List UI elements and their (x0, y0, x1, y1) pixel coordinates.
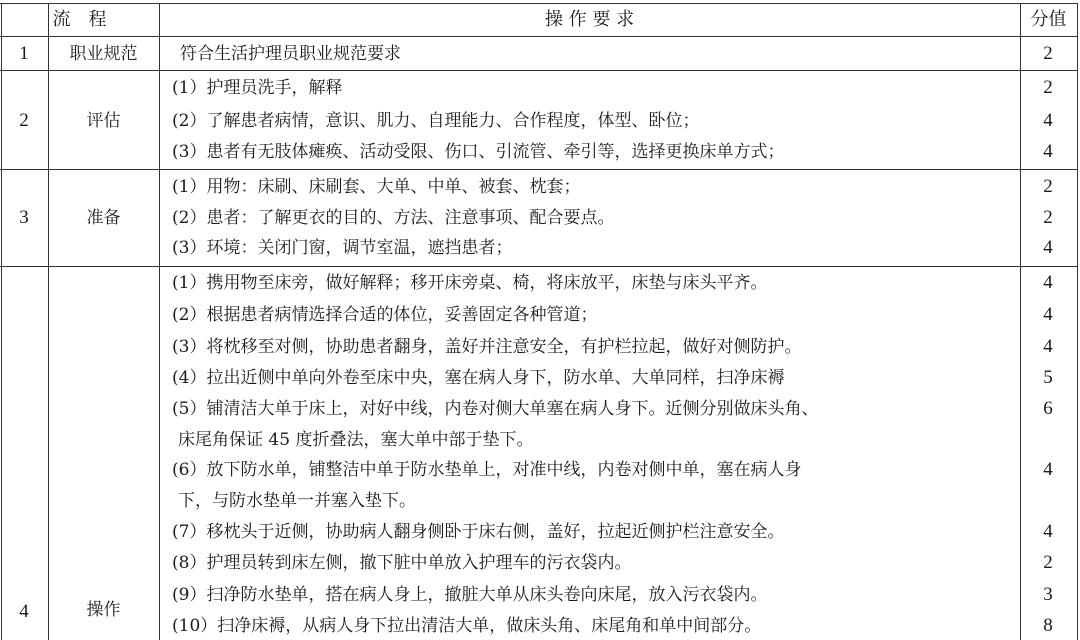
requirement-line: (9）扫净防水垫单，搭在病人身上，撤脏大单从床头卷向床尾，放入污衣袋内。 (172, 585, 768, 605)
requirement-line: (7）移枕头于近侧，协助病人翻身侧卧于床右侧，盖好，拉起近侧护栏注意安全。 (172, 522, 785, 542)
table-rule (48, 3, 49, 640)
requirement-line: (2）根据患者病情选择合适的体位，妥善固定各种管道； (172, 305, 598, 325)
score-value: 2 (1043, 176, 1053, 197)
score-value: 4 (1043, 304, 1053, 325)
score-value: 2 (1043, 43, 1053, 64)
score-value: 4 (1043, 110, 1053, 131)
requirement-line: (1）用物：床刷、床刷套、大单、中单、被套、枕套； (172, 177, 581, 197)
score-value: 2 (1043, 552, 1053, 573)
requirement-line: (3）环境：关闭门窗，调节室温，遮挡患者； (172, 238, 513, 258)
table-rule (0, 169, 1078, 170)
requirement-line: (2）了解患者病情，意识、肌力、自理能力、合作程度，体型、卧位； (172, 111, 700, 131)
score-value: 4 (1043, 237, 1053, 258)
table-rule (1077, 3, 1078, 640)
requirement-line: (1）携用物至床旁，做好解释；移开床旁桌、椅，将床放平，床垫与床头平齐。 (172, 273, 768, 293)
score-value: 4 (1043, 521, 1053, 542)
header-score: 分值 (1030, 9, 1067, 30)
score-value: 4 (1043, 141, 1053, 162)
requirement-line: (8）护理员转到床左侧，撤下脏中单放入护理车的污衣袋内。 (172, 553, 632, 573)
score-value: 4 (1043, 336, 1053, 357)
score-value: 6 (1043, 398, 1053, 419)
score-value: 8 (1043, 615, 1053, 636)
header-process: 流 程 (52, 9, 107, 30)
header-requirements: 操 作 要 求 (544, 9, 635, 30)
score-value: 5 (1043, 367, 1053, 388)
score-value: 4 (1043, 272, 1053, 293)
requirement-line-continued: 床尾角保证 45 度折叠法，塞大单中部于垫下。 (178, 430, 534, 450)
score-value: 2 (1043, 77, 1053, 98)
requirement-line: (5）铺清洁大单于床上，对好中线，内卷对侧大单塞在病人身下。近侧分别做床头角、 (172, 399, 819, 419)
table-rule (159, 3, 160, 640)
score-value: 4 (1043, 459, 1053, 480)
table-rule (0, 266, 1078, 267)
section-stage: 准备 (86, 208, 121, 228)
requirement-line: (10）扫净床褥，从病人身下拉出清洁大单，做床头角、床尾角和单中间部分。 (172, 616, 762, 636)
requirement-line: (3）患者有无肢体瘫痪、活动受限、伤口、引流管、牵引等，选择更换床单方式； (172, 142, 785, 162)
score-value: 2 (1043, 207, 1053, 228)
section-number: 1 (19, 43, 29, 64)
table-rule (0, 36, 1078, 37)
requirement-line: 符合生活护理员职业规范要求 (180, 44, 401, 64)
requirement-line: (4）拉出近侧中单向外卷至床中央，塞在病人身下，防水单、大单同样，扫净床褥 (172, 368, 785, 388)
requirement-line: (3）将枕移至对侧，协助患者翻身，盖好并注意安全，有护栏拉起，做好对侧防护。 (172, 337, 802, 357)
section-stage: 评估 (86, 111, 121, 131)
section-number: 3 (19, 207, 29, 228)
table-rule (0, 3, 1078, 4)
table-rule (1, 3, 2, 640)
section-number: 2 (19, 110, 29, 131)
section-stage: 职业规范 (69, 44, 138, 64)
requirement-line: (1）护理员洗手，解释 (172, 78, 343, 98)
requirement-line-continued: 下，与防水垫单一并塞入垫下。 (178, 491, 416, 511)
table-rule (0, 70, 1078, 71)
score-value: 3 (1043, 584, 1053, 605)
requirement-line: (6）放下防水单，铺整洁中单于防水垫单上，对准中线，内卷对侧中单，塞在病人身 (172, 460, 802, 480)
section-stage: 操作 (86, 600, 121, 620)
section-number: 4 (19, 601, 29, 622)
requirement-line: (2）患者：了解更衣的目的、方法、注意事项、配合要点。 (172, 208, 615, 228)
